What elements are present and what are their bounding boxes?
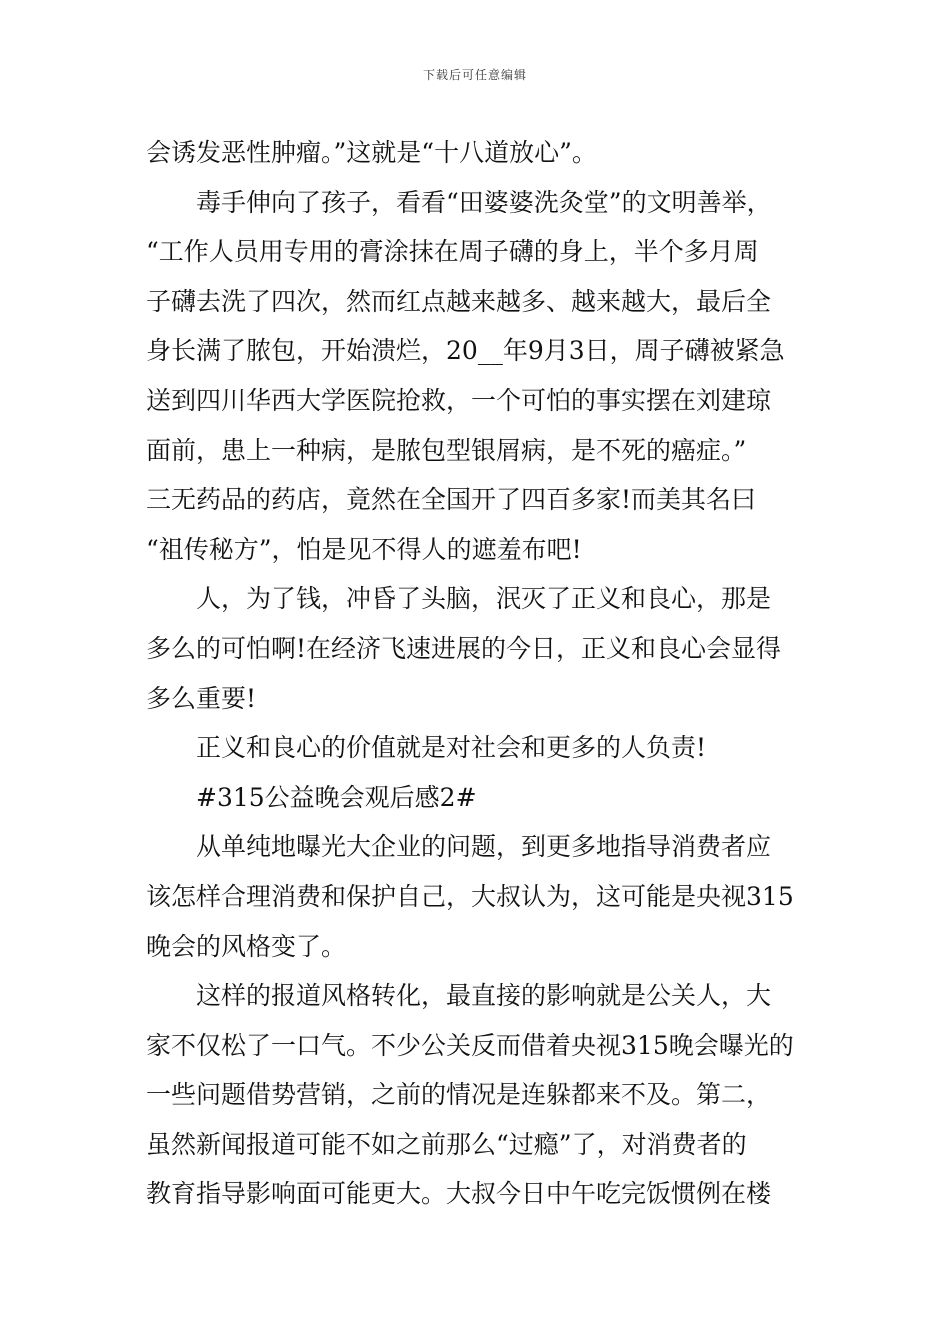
- text-line: #315公益晚会观后感2#: [196, 782, 477, 812]
- text-line: “祖传秘方”，怕是见不得人的遮羞布吧!: [146, 534, 582, 564]
- text-line: 毒手伸向了孩子，看看“田婆婆洗灸堂”的文明善举，: [196, 187, 772, 217]
- text-line: 身长满了脓包，开始溃烂，20__年9月3日，周子礴被紧急: [146, 336, 785, 366]
- text-line: 多么重要!: [146, 683, 257, 713]
- text-line: “工作人员用专用的膏涂抹在周子礴的身上，半个多月周: [146, 237, 759, 267]
- text-line: 多么的可怕啊!在经济飞速进展的今日，正义和良心会显得: [146, 633, 782, 663]
- text-line: 面前，患上一种病，是脓包型银屑病，是不死的癌症。”: [146, 435, 747, 465]
- text-line: 正义和良心的价值就是对社会和更多的人负责!: [196, 733, 707, 763]
- text-line: 晚会的风格变了。: [146, 931, 347, 961]
- text-line: 会诱发恶性肿瘤。”这就是“十八道放心”。: [146, 138, 597, 167]
- text-line: 从单纯地曝光大企业的问题，到更多地指导消费者应: [196, 832, 772, 862]
- text-line: 三无药品的药店，竟然在全国开了四百多家!而美其名曰: [146, 485, 757, 515]
- text-line: 人，为了钱，冲昏了头脑，泯灭了正义和良心，那是: [196, 584, 772, 614]
- text-line: 虽然新闻报道可能不如之前那么“过瘾”了，对消费者的: [146, 1129, 747, 1159]
- text-line: 子礴去洗了四次，然而红点越来越多、越来越大，最后全: [146, 286, 772, 316]
- text-line: 教育指导影响面可能更大。大叔今日中午吃完饭惯例在楼: [146, 1179, 772, 1209]
- text-line: 该怎样合理消费和保护自己，大叔认为，这可能是央视315: [146, 881, 794, 911]
- text-line: 送到四川华西大学医院抢救，一个可怕的事实摆在刘建琼: [146, 385, 772, 415]
- text-line: 家不仅松了一口气。不少公关反而借着央视315晚会曝光的: [146, 1030, 794, 1060]
- body-text: [146, 128, 811, 1219]
- page-header: 下载后可任意编辑: [422, 68, 527, 82]
- text-line: 这样的报道风格转化，最直接的影响就是公关人，大: [196, 981, 772, 1011]
- text-line: 一些问题借势营销，之前的情况是连躲都来不及。第二，: [146, 1080, 772, 1110]
